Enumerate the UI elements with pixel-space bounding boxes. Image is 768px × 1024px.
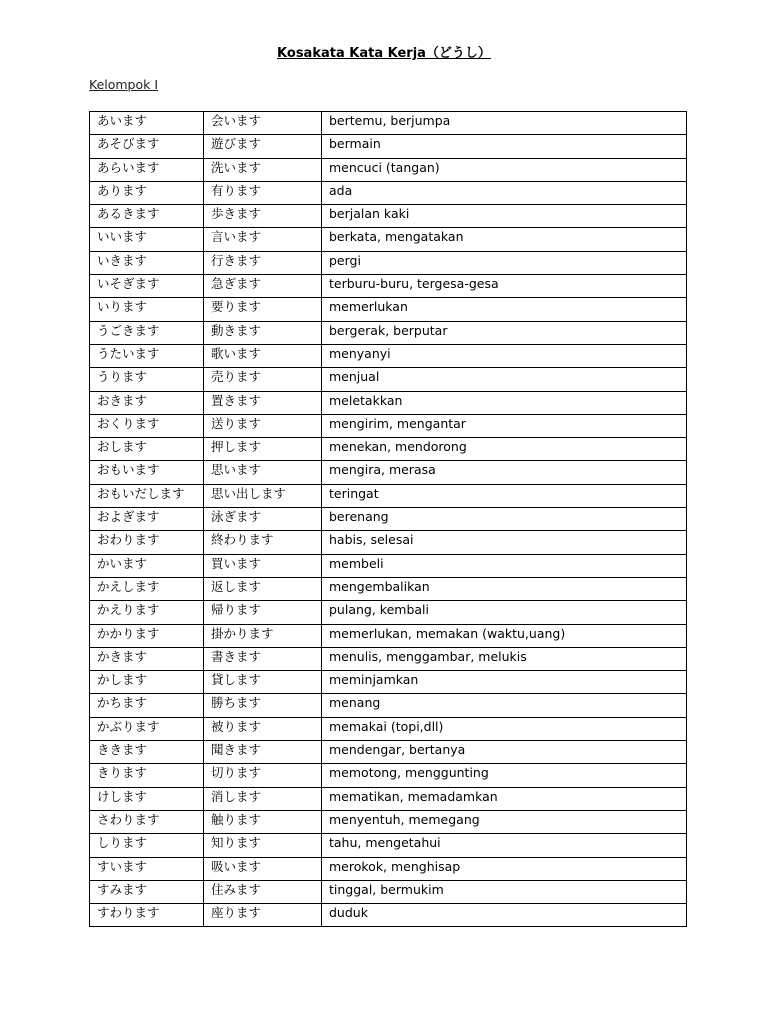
table-row xyxy=(90,321,687,344)
table-row xyxy=(90,810,687,833)
hiragana-cell: うります xyxy=(90,368,204,391)
kanji-cell: 掛かります xyxy=(204,624,322,647)
kanji-cell: 売ります xyxy=(204,368,322,391)
meaning-cell: tahu, mengetahui xyxy=(322,834,687,857)
meaning-cell: memerlukan, memakan (waktu,uang) xyxy=(322,624,687,647)
hiragana-cell: かえります xyxy=(90,601,204,624)
table-row xyxy=(90,647,687,670)
hiragana-cell: おきます xyxy=(90,391,204,414)
table-row xyxy=(90,787,687,810)
meaning-cell: menyanyi xyxy=(322,344,687,367)
meaning-cell: membeli xyxy=(322,554,687,577)
kanji-cell: 行きます xyxy=(204,251,322,274)
kanji-cell: 洗います xyxy=(204,158,322,181)
table-row xyxy=(90,438,687,461)
meaning-cell: ada xyxy=(322,181,687,204)
meaning-cell: pulang, kembali xyxy=(322,601,687,624)
meaning-cell: bergerak, berputar xyxy=(322,321,687,344)
hiragana-cell: おもいます xyxy=(90,461,204,484)
hiragana-cell: かぶります xyxy=(90,717,204,740)
kanji-cell: 帰ります xyxy=(204,601,322,624)
hiragana-cell: かします xyxy=(90,671,204,694)
vocabulary-table-body xyxy=(90,112,687,927)
hiragana-cell: すわります xyxy=(90,904,204,927)
kanji-cell: 書きます xyxy=(204,647,322,670)
hiragana-cell: しります xyxy=(90,834,204,857)
meaning-cell: mendengar, bertanya xyxy=(322,741,687,764)
table-row xyxy=(90,298,687,321)
table-row xyxy=(90,484,687,507)
hiragana-cell: うごきます xyxy=(90,321,204,344)
kanji-cell: 歩きます xyxy=(204,205,322,228)
kanji-cell: 勝ちます xyxy=(204,694,322,717)
kanji-cell: 要ります xyxy=(204,298,322,321)
table-row xyxy=(90,717,687,740)
meaning-cell: memerlukan xyxy=(322,298,687,321)
meaning-cell: berkata, mengatakan xyxy=(322,228,687,251)
kanji-cell: 終わります xyxy=(204,531,322,554)
table-row xyxy=(90,135,687,158)
hiragana-cell: あそびます xyxy=(90,135,204,158)
hiragana-cell: あらいます xyxy=(90,158,204,181)
table-row xyxy=(90,834,687,857)
table-row xyxy=(90,112,687,135)
table-row xyxy=(90,904,687,927)
hiragana-cell: いきます xyxy=(90,251,204,274)
meaning-cell: bertemu, berjumpa xyxy=(322,112,687,135)
kanji-cell: 遊びます xyxy=(204,135,322,158)
table-row xyxy=(90,601,687,624)
table-row xyxy=(90,764,687,787)
table-row xyxy=(90,391,687,414)
kanji-cell: 押します xyxy=(204,438,322,461)
hiragana-cell: おわります xyxy=(90,531,204,554)
kanji-cell: 思い出します xyxy=(204,484,322,507)
hiragana-cell: けします xyxy=(90,787,204,810)
hiragana-cell: きります xyxy=(90,764,204,787)
meaning-cell: mematikan, memadamkan xyxy=(322,787,687,810)
kanji-cell: 言います xyxy=(204,228,322,251)
hiragana-cell: かきます xyxy=(90,647,204,670)
kanji-cell: 座ります xyxy=(204,904,322,927)
meaning-cell: memotong, menggunting xyxy=(322,764,687,787)
meaning-cell: menyentuh, memegang xyxy=(322,810,687,833)
meaning-cell: mengira, merasa xyxy=(322,461,687,484)
kanji-cell: 買います xyxy=(204,554,322,577)
hiragana-cell: かいます xyxy=(90,554,204,577)
meaning-cell: berenang xyxy=(322,508,687,531)
kanji-cell: 送ります xyxy=(204,414,322,437)
kanji-cell: 貸します xyxy=(204,671,322,694)
table-row xyxy=(90,181,687,204)
meaning-cell: habis, selesai xyxy=(322,531,687,554)
meaning-cell: menekan, mendorong xyxy=(322,438,687,461)
kanji-cell: 泳ぎます xyxy=(204,508,322,531)
hiragana-cell: すいます xyxy=(90,857,204,880)
kanji-cell: 知ります xyxy=(204,834,322,857)
hiragana-cell: あります xyxy=(90,181,204,204)
page-title-text: Kosakata Kata Kerja（どうし） xyxy=(277,46,491,61)
hiragana-cell: いそぎます xyxy=(90,275,204,298)
table-row xyxy=(90,158,687,181)
table-row xyxy=(90,531,687,554)
vocabulary-table xyxy=(89,111,687,927)
hiragana-cell: かえします xyxy=(90,577,204,600)
kanji-cell: 消します xyxy=(204,787,322,810)
kanji-cell: 返します xyxy=(204,577,322,600)
table-row xyxy=(90,251,687,274)
hiragana-cell: おくります xyxy=(90,414,204,437)
meaning-cell: tinggal, bermukim xyxy=(322,880,687,903)
table-row xyxy=(90,344,687,367)
table-row xyxy=(90,741,687,764)
table-row xyxy=(90,414,687,437)
hiragana-cell: いいます xyxy=(90,228,204,251)
meaning-cell: duduk xyxy=(322,904,687,927)
meaning-cell: menulis, menggambar, melukis xyxy=(322,647,687,670)
table-row xyxy=(90,671,687,694)
table-row xyxy=(90,694,687,717)
meaning-cell: terburu-buru, tergesa-gesa xyxy=(322,275,687,298)
hiragana-cell: おもいだします xyxy=(90,484,204,507)
hiragana-cell: すみます xyxy=(90,880,204,903)
meaning-cell: mengembalikan xyxy=(322,577,687,600)
table-row xyxy=(90,228,687,251)
meaning-cell: meminjamkan xyxy=(322,671,687,694)
table-row xyxy=(90,275,687,298)
meaning-cell: mencuci (tangan) xyxy=(322,158,687,181)
kanji-cell: 思います xyxy=(204,461,322,484)
hiragana-cell: あいます xyxy=(90,112,204,135)
kanji-cell: 置きます xyxy=(204,391,322,414)
table-row xyxy=(90,577,687,600)
kanji-cell: 吸います xyxy=(204,857,322,880)
hiragana-cell: おします xyxy=(90,438,204,461)
kanji-cell: 歌います xyxy=(204,344,322,367)
meaning-cell: merokok, menghisap xyxy=(322,857,687,880)
table-row xyxy=(90,461,687,484)
page-title xyxy=(0,42,768,61)
group-heading: Kelompok I xyxy=(89,77,159,92)
kanji-cell: 切ります xyxy=(204,764,322,787)
meaning-cell: berjalan kaki xyxy=(322,205,687,228)
hiragana-cell: かちます xyxy=(90,694,204,717)
hiragana-cell: いります xyxy=(90,298,204,321)
kanji-cell: 会います xyxy=(204,112,322,135)
meaning-cell: pergi xyxy=(322,251,687,274)
kanji-cell: 住みます xyxy=(204,880,322,903)
meaning-cell: mengirim, mengantar xyxy=(322,414,687,437)
meaning-cell: menjual xyxy=(322,368,687,391)
table-row xyxy=(90,554,687,577)
meaning-cell: meletakkan xyxy=(322,391,687,414)
table-row xyxy=(90,508,687,531)
kanji-cell: 被ります xyxy=(204,717,322,740)
table-row xyxy=(90,857,687,880)
meaning-cell: bermain xyxy=(322,135,687,158)
meaning-cell: menang xyxy=(322,694,687,717)
hiragana-cell: ききます xyxy=(90,741,204,764)
table-row xyxy=(90,205,687,228)
table-row xyxy=(90,624,687,647)
kanji-cell: 聞きます xyxy=(204,741,322,764)
meaning-cell: memakai (topi,dll) xyxy=(322,717,687,740)
hiragana-cell: かかります xyxy=(90,624,204,647)
hiragana-cell: さわります xyxy=(90,810,204,833)
hiragana-cell: およぎます xyxy=(90,508,204,531)
hiragana-cell: うたいます xyxy=(90,344,204,367)
kanji-cell: 有ります xyxy=(204,181,322,204)
table-row xyxy=(90,368,687,391)
meaning-cell: teringat xyxy=(322,484,687,507)
table-row xyxy=(90,880,687,903)
hiragana-cell: あるきます xyxy=(90,205,204,228)
kanji-cell: 動きます xyxy=(204,321,322,344)
kanji-cell: 触ります xyxy=(204,810,322,833)
kanji-cell: 急ぎます xyxy=(204,275,322,298)
